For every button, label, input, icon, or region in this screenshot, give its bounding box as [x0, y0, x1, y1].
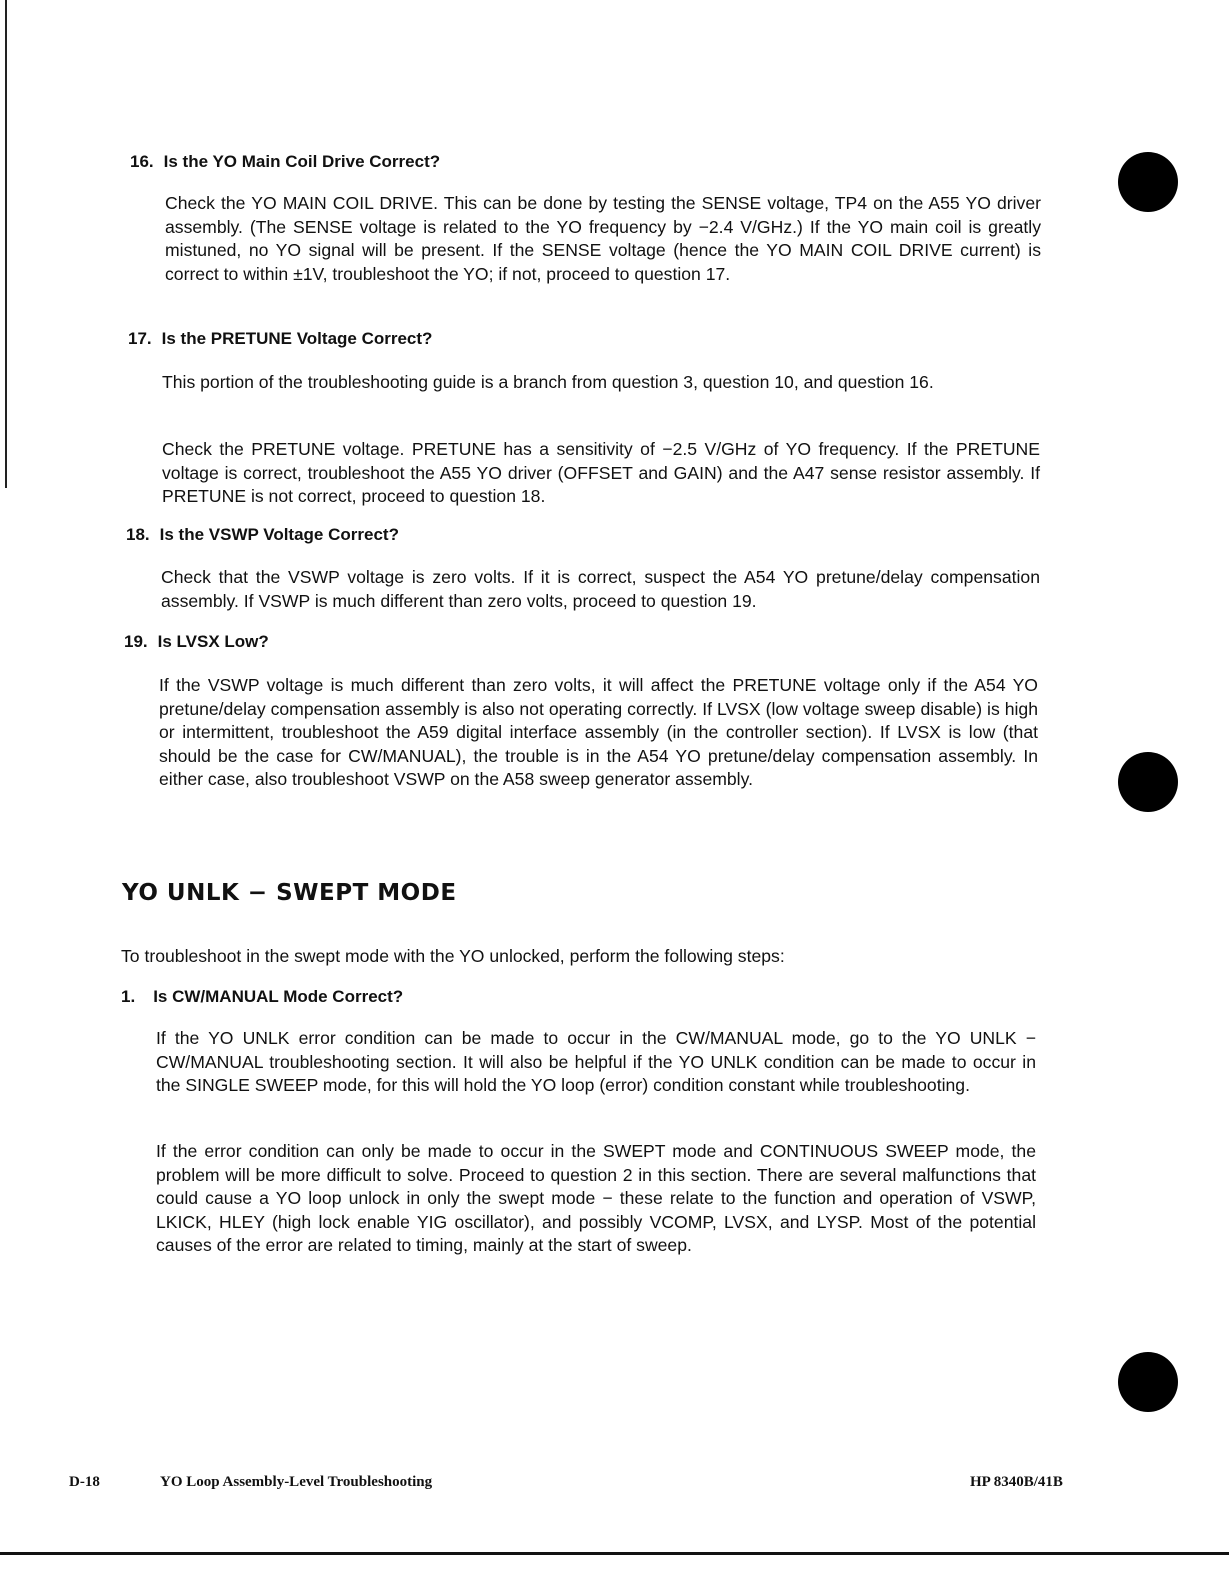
question-19-heading — [124, 632, 269, 652]
question-1-paragraph-2: If the error condition can only be made to occur in the SWEPT mode and CONTINUOUS SWEEP mode, the problem will be more difficult to solve. Proceed to question 2 in this section. There are several malfunctions that could cause a YO loop unlock in only the swept mode − these relate to the function and operation of VSWP, LKICK, HLEY (high lock enable YIG oscillator), and possibly VCOMP, LVSX, and LYSP. Most of the potential causes of the error are related to timing, mainly at the start of sweep. — [156, 1141, 1036, 1255]
question-title: Is LVSX Low? — [157, 632, 269, 651]
bottom-rule — [0, 1552, 1229, 1555]
question-number: 16. — [130, 152, 154, 171]
question-18-heading — [126, 525, 399, 545]
question-1-heading — [121, 987, 403, 1007]
binder-hole — [1118, 752, 1178, 812]
question-number: 17. — [128, 329, 152, 348]
footer-model: HP 8340B/41B — [970, 1474, 1063, 1490]
question-title: Is the PRETUNE Voltage Correct? — [161, 329, 433, 348]
footer-page-number: D-18 — [69, 1474, 100, 1490]
question-16-heading — [130, 152, 440, 172]
question-number: 18. — [126, 525, 150, 544]
left-margin-rule — [5, 0, 7, 488]
question-title: Is CW/MANUAL Mode Correct? — [153, 987, 404, 1006]
question-number: 1. — [121, 987, 136, 1006]
question-18-paragraph: Check that the VSWP voltage is zero volts. If it is correct, suspect the A54 YO pretune/delay compensation assembly. If VSWP is much different than zero volts, proceed to question 19. — [161, 567, 1040, 611]
binder-hole — [1118, 152, 1178, 212]
question-19-paragraph: If the VSWP voltage is much different than zero volts, it will affect the PRETUNE voltage only if the A54 YO pretune/delay compensation assembly is also not operating correctly. If LVSX (low voltage sweep disable) is high or intermittent, troubleshoot the A59 digital interface assembly (in the controller section). If LVSX is low (that should be the case for CW/MANUAL), the trouble is in the A54 YO pretune/delay compensation assembly. In either case, also troubleshoot VSWP on the A58 sweep generator assembly. — [159, 675, 1038, 789]
binder-hole — [1118, 1352, 1178, 1412]
footer-chapter-title: YO Loop Assembly-Level Troubleshooting — [160, 1474, 433, 1490]
question-title: Is the VSWP Voltage Correct? — [159, 525, 399, 544]
section-intro: To troubleshoot in the swept mode with the YO unlocked, perform the following steps: — [121, 946, 785, 966]
question-16-paragraph: Check the YO MAIN COIL DRIVE. This can be done by testing the SENSE voltage, TP4 on the A55 YO driver assembly. (The SENSE voltage is related to the YO frequency by −2.4 V/GHz.) If the YO main coil is greatly mistuned, no YO signal will be present. If the SENSE voltage (hence the YO MAIN COIL DRIVE current) is correct to within ±1V, troubleshoot the YO; if not, proceed to question 17. — [165, 193, 1041, 284]
question-1-paragraph-1: If the YO UNLK error condition can be made to occur in the CW/MANUAL mode, go to the YO UNLK − CW/MANUAL troubleshooting section. It will also be helpful if the YO UNLK condition can be made to occur in the SINGLE SWEEP mode, for this will hold the YO loop (error) condition constant while troubleshooting. — [156, 1028, 1036, 1095]
question-17-paragraph-1: This portion of the troubleshooting guide is a branch from question 3, question 10, and question 16. — [162, 372, 934, 392]
question-title: Is the YO Main Coil Drive Correct? — [163, 152, 441, 171]
section-title: YO UNLK − SWEPT MODE — [122, 880, 457, 906]
question-number: 19. — [124, 632, 148, 651]
question-17-heading — [128, 329, 432, 349]
question-17-paragraph-2: Check the PRETUNE voltage. PRETUNE has a sensitivity of −2.5 V/GHz of YO frequency. If the PRETUNE voltage is correct, troubleshoot the A55 YO driver (OFFSET and GAIN) and the A47 sense resistor assembly. If PRETUNE is not correct, proceed to question 18. — [162, 439, 1040, 506]
